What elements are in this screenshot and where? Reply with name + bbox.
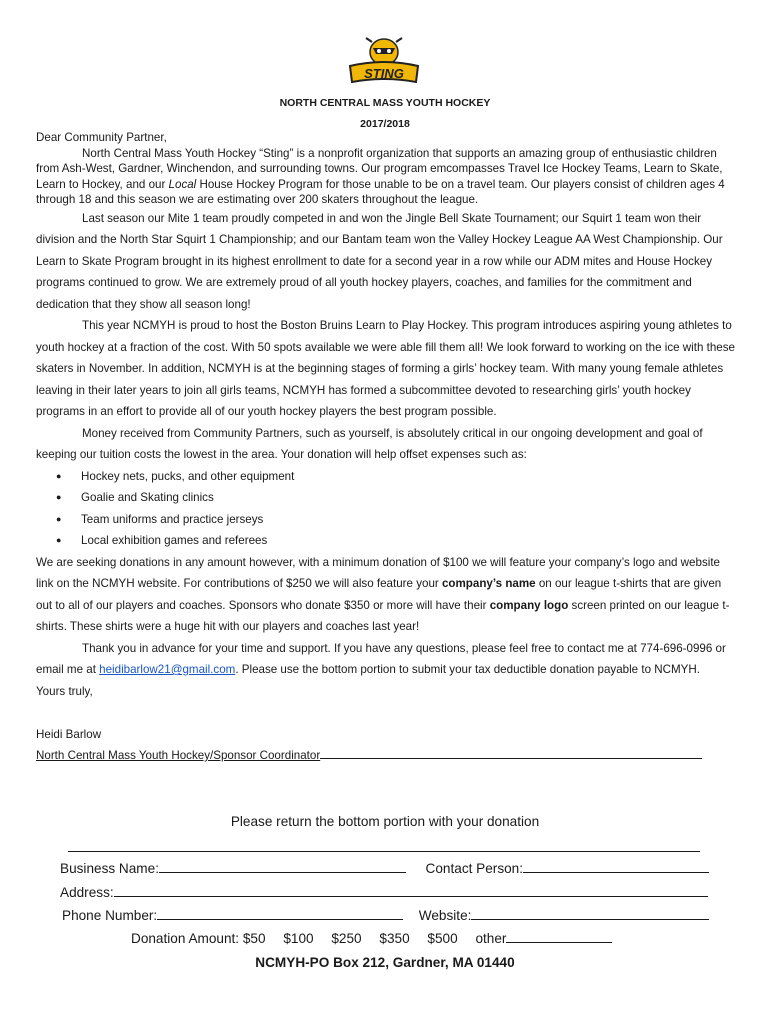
signer-title-line [36, 745, 736, 767]
paragraph-1: North Central Mass Youth Hockey “Sting” is a nonprofit organization that supports an amazing group of enthusiastic children from Ash-West, Gardner, Winchendon, and surrounding towns. Our program emcompasses Travel Ice Hockey Teams, Learn to Skate, Learn to Hockey, and our Local House Hockey Program for those unable to be on a travel team. Our players consist of children ages 4 through 18 and this season we are estimating over 200 skaters throughout the league. [36, 146, 725, 206]
mailing-address: NCMYH-PO Box 212, Gardner, MA 01440 [255, 955, 515, 970]
address-row [60, 884, 710, 900]
website-field[interactable] [471, 907, 709, 920]
website-label: Website: [418, 908, 472, 923]
paragraph-3: This year NCMYH is proud to host the Boston Bruins Learn to Play Hockey. This program introduces aspiring young athletes to youth hockey at a fraction of the cost. With 50 spots available we were able fill them all! We look forward to working on the ice with these skaters in November. In addition, NCMYH is at the beginning stages of forming a girls’ hockey team. With many young female athletes leaving in their later years to join all girls teams, NCMYH has formed a subcommittee devoted to researching girls’ youth hockey programs in an effort to provide all of our youth hockey players the best program possible. [36, 319, 735, 418]
business-row [60, 860, 710, 876]
salutation: Dear Community Partner, [36, 131, 167, 144]
other-label: other [475, 931, 507, 946]
org-title: NORTH CENTRAL MASS YOUTH HOCKEY [279, 97, 491, 109]
email-link[interactable]: heidibarlow21@gmail.com [99, 663, 236, 676]
phone-row [62, 907, 712, 923]
season: 2017/2018 [360, 118, 410, 130]
signature-underline [320, 749, 702, 759]
signer-name: Heidi Barlow [36, 727, 102, 741]
contact-person-field[interactable] [523, 860, 709, 873]
business-name-label: Business Name: [60, 861, 159, 876]
amount-option[interactable]: $500 [427, 931, 458, 946]
paragraph-2: Last season our Mite 1 team proudly competed in and won the Jingle Bell Skate Tournament; our Squirt 1 team won their division and the North Star Squirt 1 Championship; and our Bantam team won the Valley Hockey League AA West Championship. Our Learn to Skate Program brought in its highest enrollment to date for a second year in a row while our ADM mites and House Hockey programs continued to grow. We are extremely proud of all youth hockey players, coaches, and families for the commitment and dedication that they show all season long! [36, 211, 723, 311]
sting-logo [346, 36, 422, 86]
list-item: ● Local exhibition games and referees [36, 530, 736, 552]
list-item: ● Hockey nets, pucks, and other equipment [36, 466, 736, 488]
amount-option[interactable]: $100 [283, 931, 314, 946]
paragraph-4: Money received from Community Partners, such as yourself, is absolutely critical in our ongoing development and goal of keeping our tuition costs the lowest in the area. Your donation will help offset expenses such as: [36, 426, 703, 461]
contact-person-label: Contact Person: [425, 861, 524, 876]
address-field[interactable] [114, 884, 708, 897]
amount-option[interactable]: $50 [242, 931, 266, 946]
amount-option[interactable]: $350 [379, 931, 410, 946]
letter-body [36, 130, 736, 767]
signer-title: North Central Mass Youth Hockey/Sponsor Coordinator [36, 749, 321, 762]
address-label: Address: [60, 885, 114, 900]
form-instruction: Please return the bottom portion with your donation [230, 814, 540, 829]
donation-label: Donation Amount: [131, 931, 240, 946]
amount-option[interactable]: $250 [331, 931, 362, 946]
phone-label: Phone Number: [62, 908, 158, 923]
other-amount-field[interactable] [506, 930, 612, 943]
business-name-field[interactable] [159, 860, 406, 873]
list-item: ● Team uniforms and practice jerseys [36, 509, 736, 531]
svg-text:STING: STING [364, 66, 404, 81]
cut-line [68, 851, 700, 852]
phone-field[interactable] [157, 907, 403, 920]
donation-row [131, 930, 770, 946]
closing: Yours truly, [36, 684, 93, 698]
list-item: ● Goalie and Skating clinics [36, 487, 736, 509]
paragraph-5: We are seeking donations in any amount however, with a minimum donation of $100 we will feature your company’s logo and website link on the NCMYH website. For contributions of $250 we will also feature your company’s name on our league t-shirts that are given out to all of our players and coaches. Sponsors who donate $350 or more will have their company logo screen printed on our league t-shirts. These shirts were a huge hit with our players and coaches last year! [36, 555, 730, 633]
paragraph-6: Thank you in advance for your time and support. If you have any questions, please feel free to contact me at 774-696-0996 or email me at heidibarlow21@gmail.com. Please use the bottom portion to submit your tax deductible donation payable to NCMYH. [36, 641, 726, 676]
expense-list [36, 466, 736, 552]
